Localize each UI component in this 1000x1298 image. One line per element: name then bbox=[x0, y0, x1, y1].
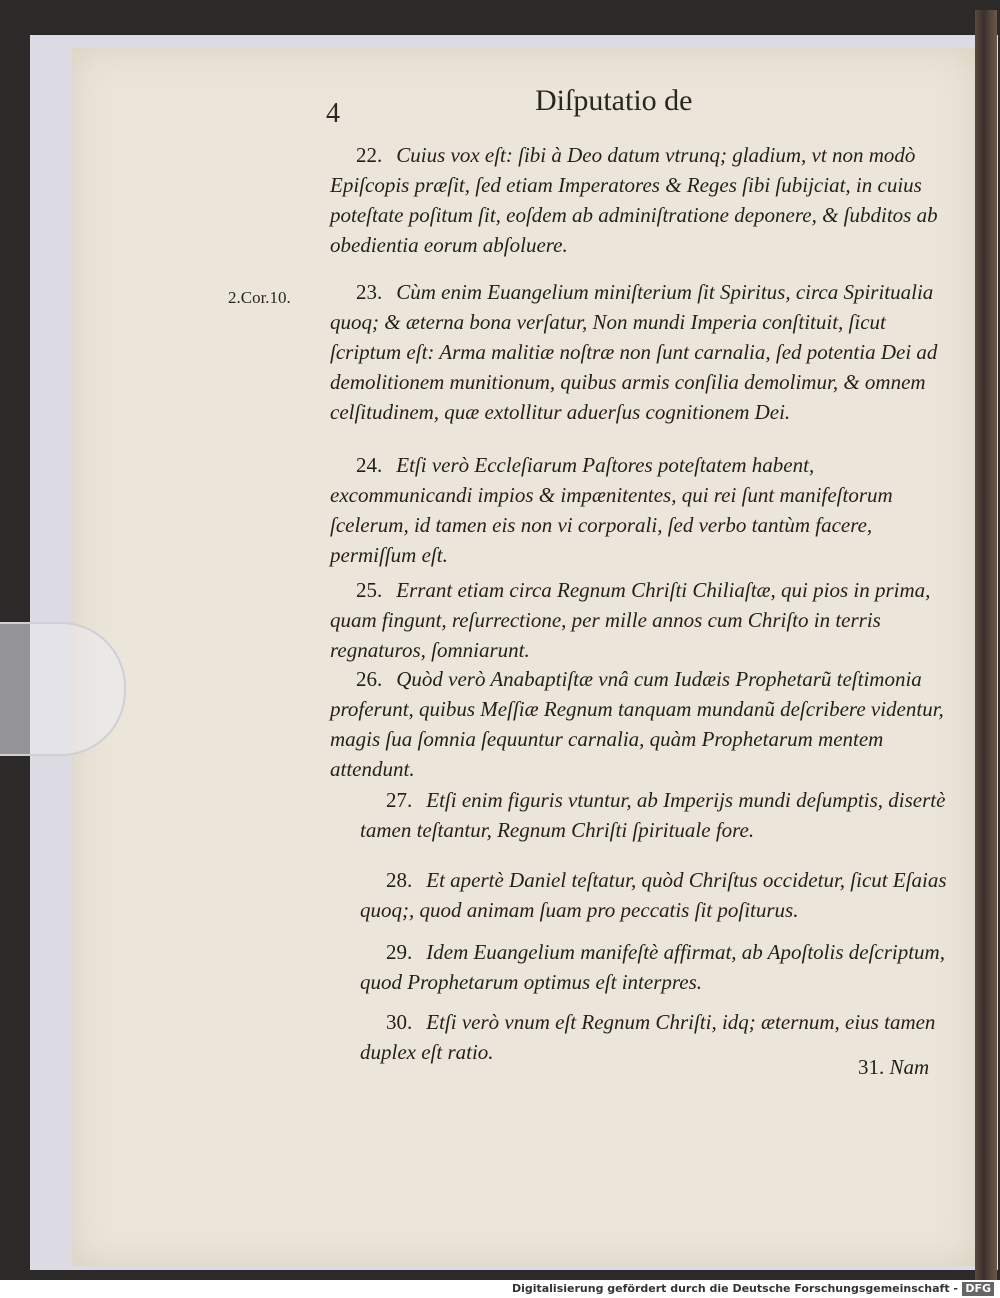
paragraph-text: Idem Euangelium manifeſtè affirmat, ab Apoſtolis deſcriptum, quod Prophetarum optimus eſt interpres. bbox=[360, 940, 945, 994]
paragraph-number: 24. bbox=[356, 453, 383, 477]
paragraph-text: Quòd verò Anabaptiſtæ vnâ cum Iudæis Prophetarũ teſtimonia proferunt, quibus Meſſiæ Regnum tanquam mundanũ deſcribere videntur, magis ſua ſomnia ſequuntur carnalia, quàm Prophetarum mentem attendunt. bbox=[330, 667, 944, 781]
paragraph-text: Errant etiam circa Regnum Chriſti Chiliaſtæ, qui pios in prima, quam fingunt, reſurrectione, per mille annos cum Chriſto in terris regnaturos, ſomniarunt. bbox=[330, 578, 931, 662]
paragraph-text: Etſi verò vnum eſt Regnum Chriſti, idq; æternum, eius tamen duplex eſt ratio. bbox=[360, 1010, 936, 1064]
paragraph-number: 27. bbox=[386, 788, 413, 812]
paragraph-text: Etſi verò Eccleſiarum Paſtores poteſtatem habent, excommunicandi impios & impænitentes, qui rei ſunt manifeſtorum ſcelerum, id tamen eis non vi corporali, ſed verbo tantùm facere, permiſſum eſt. bbox=[330, 453, 893, 567]
paragraph-text: Cùm enim Euangelium miniſterium ſit Spiritus, circa Spiritualia quoq; & æterna bona verſatur, Non mundi Imperia conſtituit, ſicut ſcriptum eſt: Arma malitiæ noſtræ non ſunt carnalia, ſed potentia Dei ad demolitionem munitionum, quibus armis conſilia demolimur, & omnem celſitudinem, quæ extollitur aduerſus cognitionem Dei. bbox=[330, 280, 938, 424]
catchword-word: Nam bbox=[889, 1055, 930, 1079]
book-spine bbox=[975, 10, 997, 1280]
paragraph-number: 23. bbox=[356, 280, 383, 304]
page-number: 4 bbox=[326, 98, 340, 129]
paragraph-27 bbox=[360, 785, 958, 845]
paragraph-26 bbox=[330, 664, 958, 784]
margin-note: 2.Cor.10. bbox=[228, 288, 291, 307]
paragraph-23 bbox=[330, 277, 958, 427]
page-clip bbox=[0, 622, 126, 756]
paragraph-29 bbox=[360, 937, 958, 997]
paragraph-text: Et apertè Daniel teſtatur, quòd Chriſtus occidetur, ſicut Eſaias quoq;, quod animam ſuam pro peccatis ſit poſiturus. bbox=[360, 868, 947, 922]
dfg-logo: DFG bbox=[962, 1282, 994, 1296]
paragraph-number: 26. bbox=[356, 667, 383, 691]
paragraph-text: Etſi enim figuris vtuntur, ab Imperijs mundi deſumptis, disertè tamen teſtantur, Regnum Chriſti ſpirituale fore. bbox=[360, 788, 946, 842]
catchword-number: 31. bbox=[858, 1055, 885, 1079]
paragraph-22 bbox=[330, 140, 958, 260]
paragraph-number: 28. bbox=[386, 868, 413, 892]
paragraph-number: 22. bbox=[356, 143, 383, 167]
paragraph-24 bbox=[330, 450, 958, 570]
funding-notice: Digitalisierung gefördert durch die Deutsche Forschungsgemeinschaft - bbox=[511, 1282, 958, 1295]
running-head: Diſputatio de bbox=[535, 84, 693, 117]
paragraph-number: 25. bbox=[356, 578, 383, 602]
catchword bbox=[858, 1055, 929, 1080]
paragraph-number: 29. bbox=[386, 940, 413, 964]
paragraph-text: Cuius vox eſt: ſibi à Deo datum vtrunq; gladium, vt non modò Epiſcopis præſit, ſed etiam Imperatores & Reges ſibi ſubijciat, in cuius poteſtate poſitum ſit, eoſdem ab adminiſtratione deponere, & ſubditos ab obedientia eorum abſoluere. bbox=[330, 143, 938, 257]
paragraph-number: 30. bbox=[386, 1010, 413, 1034]
paragraph-28 bbox=[360, 865, 958, 925]
paragraph-25 bbox=[330, 575, 958, 665]
